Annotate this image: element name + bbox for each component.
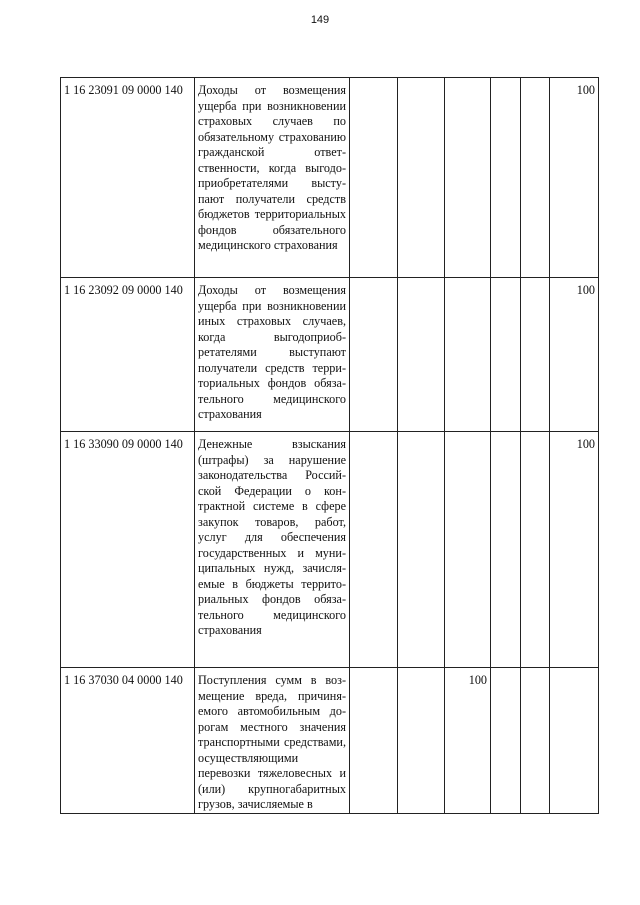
revenue-table	[60, 77, 599, 814]
table-row	[61, 278, 599, 432]
budget-code-cell: 1 16 37030 04 0000 140	[61, 668, 195, 814]
value-cell	[445, 78, 491, 278]
value-cell	[398, 432, 445, 668]
value-cell	[445, 278, 491, 432]
value-cell	[350, 278, 398, 432]
description-cell: Доходы от возмещения ущерба при возникновении страховых случаев по обязательному страхованию гражданской ответственности, когда выгодоприобретателями выступают получатели средств бюджетов территориальных фондов обязательного медицинского страхования	[195, 78, 350, 278]
value-cell: 100	[550, 278, 599, 432]
description-cell: Поступления сумм в возмещение вреда, причиняемого автомобильным дорогам местного значения транспортными средствами, осуществляющими перевозки тяжеловесных и (или) крупногабаритных грузов, зачисляемые в	[195, 668, 350, 814]
value-cell: 100	[550, 78, 599, 278]
table-row	[61, 78, 599, 278]
description-cell: Денежные взыскания (штрафы) за нарушение законодательства Российской Федерации о контрактной системе в сфере закупок товаров, работ, услуг для обеспечения государственных и муниципальных нужд, зачисляемые в бюджеты территориальных фондов обязательного медицинского страхования	[195, 432, 350, 668]
value-cell	[398, 668, 445, 814]
description-cell: Доходы от возмещения ущерба при возникновении иных страховых случаев, когда выгодоприобретателями выступают получатели средств территориальных фондов обязательного медицинского страхования	[195, 278, 350, 432]
value-cell	[398, 78, 445, 278]
budget-code-cell: 1 16 23092 09 0000 140	[61, 278, 195, 432]
value-cell	[521, 432, 550, 668]
table-row	[61, 668, 599, 814]
value-cell	[521, 668, 550, 814]
value-cell	[491, 432, 521, 668]
value-cell	[521, 278, 550, 432]
value-cell: 100	[445, 668, 491, 814]
value-cell	[521, 78, 550, 278]
value-cell	[491, 278, 521, 432]
value-cell	[491, 78, 521, 278]
budget-code-cell: 1 16 23091 09 0000 140	[61, 78, 195, 278]
value-cell	[491, 668, 521, 814]
value-cell	[398, 278, 445, 432]
value-cell	[445, 432, 491, 668]
value-cell	[350, 432, 398, 668]
value-cell: 100	[550, 432, 599, 668]
value-cell	[350, 78, 398, 278]
value-cell	[550, 668, 599, 814]
budget-code-cell: 1 16 33090 09 0000 140	[61, 432, 195, 668]
value-cell	[350, 668, 398, 814]
page-number: 149	[310, 14, 330, 26]
table-row	[61, 432, 599, 668]
